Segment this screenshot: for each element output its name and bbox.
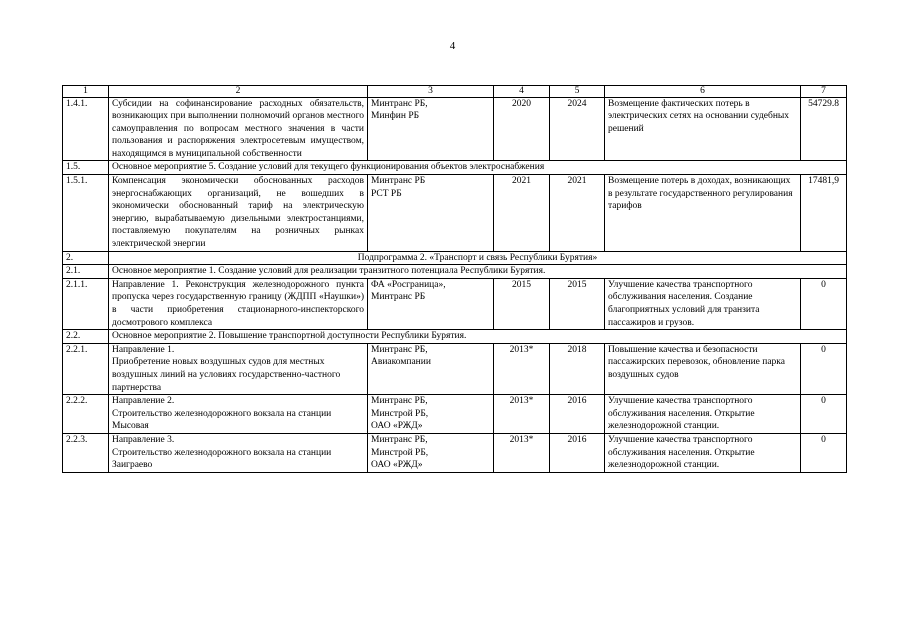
executor: Минтранс РБ, Минстрой РБ, ОАО «РЖД» xyxy=(368,433,494,472)
expected-result: Улучшение качества транспортного обслуживания населения. Открытие железнодорожной станции. xyxy=(605,433,801,472)
item-number: 2. xyxy=(63,251,109,265)
amount: 0 xyxy=(801,343,847,394)
expected-result: Возмещение потерь в доходах, возникающих в результате государственного регулирования тарифов xyxy=(605,175,801,252)
subprogram-row xyxy=(63,251,847,265)
executor: Минтранс РБ, Авиакомпании xyxy=(368,343,494,394)
column-number: 1 xyxy=(63,86,109,98)
measure-name: Направление 1. Реконструкция железнодорожного пункта пропуска через государственную границу (ЖДПП «Наушки») в части приобретения стационарного-инспекторского досмотрового комплекса xyxy=(109,278,368,329)
executor: Минтранс РБ, Минстрой РБ, ОАО «РЖД» xyxy=(368,395,494,434)
expected-result: Улучшение качества транспортного обслуживания населения. Открытие железнодорожной станции. xyxy=(605,395,801,434)
start-year: 2013* xyxy=(494,395,550,434)
expected-result: Возмещение фактических потерь в электрических сетях на основании судебных решений xyxy=(605,97,801,161)
end-year: 2018 xyxy=(550,343,605,394)
section-row xyxy=(63,330,847,344)
amount: 54729.8 xyxy=(801,97,847,161)
start-year: 2015 xyxy=(494,278,550,329)
section-title: Основное мероприятие 1. Создание условий для реализации транзитного потенциала Республики Бурятия. xyxy=(109,265,847,279)
start-year: 2013* xyxy=(494,343,550,394)
column-number: 5 xyxy=(550,86,605,98)
item-number: 2.1. xyxy=(63,265,109,279)
table-row xyxy=(63,278,847,329)
table-row xyxy=(63,175,847,252)
page-number: 4 xyxy=(449,40,456,52)
executor: ФА «Росграница», Минтранс РБ xyxy=(368,278,494,329)
item-number: 2.2. xyxy=(63,330,109,344)
subprogram-title: Подпрограмма 2. «Транспорт и связь Республики Бурятия» xyxy=(109,251,847,265)
measure-name: Компенсация экономически обоснованных расходов энергоснабжающих организаций, не вошедших в экономически обоснованный тариф на электрическую энергию, вырабатываемую дизельными электростанциями, поставляемую покупателям на розничных рынках электрической энергии xyxy=(109,175,368,252)
measure-name: Субсидии на софинансирование расходных обязательств, возникающих при выполнении полномочий органов местного самоуправления по вопросам местного значения в части пользования и распоряжения электросетевым имуществом, находящимся в муниципальной собственности xyxy=(109,97,368,161)
table-row xyxy=(63,343,847,394)
start-year: 2013* xyxy=(494,433,550,472)
item-number: 1.4.1. xyxy=(63,97,109,161)
start-year: 2020 xyxy=(494,97,550,161)
table-row xyxy=(63,395,847,434)
measure-name: Направление 1. Приобретение новых воздушных судов для местных воздушных линий на условиях государственно-частного партнерства xyxy=(109,343,368,394)
end-year: 2015 xyxy=(550,278,605,329)
item-number: 1.5.1. xyxy=(63,175,109,252)
end-year: 2016 xyxy=(550,395,605,434)
measure-name: Направление 3. Строительство железнодорожного вокзала на станции Заиграево xyxy=(109,433,368,472)
start-year: 2021 xyxy=(494,175,550,252)
end-year: 2016 xyxy=(550,433,605,472)
column-number: 3 xyxy=(368,86,494,98)
column-number: 6 xyxy=(605,86,801,98)
column-number: 2 xyxy=(109,86,368,98)
column-number: 4 xyxy=(494,86,550,98)
column-number-row xyxy=(63,86,847,98)
item-number: 2.1.1. xyxy=(63,278,109,329)
measure-name: Направление 2. Строительство железнодорожного вокзала на станции Мысовая xyxy=(109,395,368,434)
amount: 17481,9 xyxy=(801,175,847,252)
item-number: 2.2.3. xyxy=(63,433,109,472)
end-year: 2024 xyxy=(550,97,605,161)
item-number: 1.5. xyxy=(63,161,109,175)
amount: 0 xyxy=(801,278,847,329)
expected-result: Улучшение качества транспортного обслуживания населения. Создание благоприятных условий для транзита пассажиров и грузов. xyxy=(605,278,801,329)
table-row xyxy=(63,433,847,472)
program-table xyxy=(62,85,847,473)
executor: Минтранс РБ РСТ РБ xyxy=(368,175,494,252)
section-title: Основное мероприятие 5. Создание условий для текущего функционирования объектов электроснабжения xyxy=(109,161,847,175)
section-row xyxy=(63,265,847,279)
section-row xyxy=(63,161,847,175)
amount: 0 xyxy=(801,433,847,472)
executor: Минтранс РБ, Минфин РБ xyxy=(368,97,494,161)
column-number: 7 xyxy=(801,86,847,98)
amount: 0 xyxy=(801,395,847,434)
expected-result: Повышение качества и безопасности пассажирских перевозок, обновление парка воздушных судов xyxy=(605,343,801,394)
item-number: 2.2.2. xyxy=(63,395,109,434)
end-year: 2021 xyxy=(550,175,605,252)
section-title: Основное мероприятие 2. Повышение транспортной доступности Республики Бурятия. xyxy=(109,330,847,344)
table-row xyxy=(63,97,847,161)
item-number: 2.2.1. xyxy=(63,343,109,394)
